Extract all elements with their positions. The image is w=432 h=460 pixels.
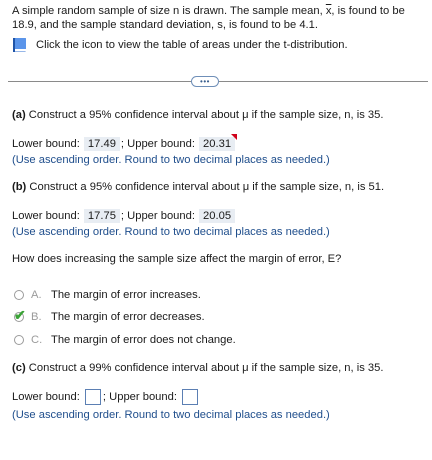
part-b-lower-label: Lower bound: (12, 210, 80, 222)
checkmark-icon: ✔ (14, 307, 26, 323)
choice-a-letter: A. (31, 289, 42, 301)
choice-a[interactable] (14, 289, 201, 301)
table-link-text: Click the icon to view the table of areas under the t-distribution. (36, 39, 348, 51)
part-b-text: Construct a 95% confidence interval about μ if the sample size, n, is 51. (26, 181, 385, 193)
part-b-answer-row (12, 209, 236, 223)
choice-c[interactable] (14, 334, 236, 346)
incorrect-flag-icon (231, 134, 237, 140)
part-b-question (12, 181, 384, 193)
table-link-row (12, 37, 348, 53)
part-b-tag: (b) (12, 181, 27, 193)
part-c-lower-label: Lower bound: (12, 390, 80, 403)
part-a-separator: ; Upper bound: (120, 138, 195, 150)
part-c-instruction: (Use ascending order. Round to two decimal places as needed.) (12, 409, 330, 421)
part-a-tag: (a) (12, 109, 26, 121)
part-a-question (12, 109, 384, 121)
book-icon[interactable] (12, 37, 28, 53)
part-c-tag: (c) (12, 362, 26, 374)
part-c-answer-row (12, 389, 200, 405)
choice-b-letter: B. (31, 311, 42, 323)
radio-a[interactable] (14, 290, 24, 300)
xbar-symbol: $\overline{x}$ (325, 5, 332, 17)
part-c-text: Construct a 99% confidence interval about μ if the sample size, n, is 35. (25, 362, 384, 374)
margin-question: How does increasing the sample size affect the margin of error, E? (12, 253, 342, 265)
choice-c-letter: C. (31, 334, 43, 346)
intro-text-2: , is found to be 18.9, and the sample standard deviation, s, is found to be 4.1. (12, 5, 405, 31)
part-b-lower-input[interactable]: 17.75 (84, 209, 120, 223)
part-c-question (12, 362, 384, 374)
part-a-lower-input[interactable]: 17.49 (84, 137, 120, 151)
radio-c[interactable] (14, 335, 24, 345)
part-a-answer-row (12, 137, 236, 151)
intro-text-1: A simple random sample of size n is drawn. The sample mean, (12, 5, 326, 17)
expand-button[interactable]: ••• (191, 76, 219, 87)
part-b-instruction: (Use ascending order. Round to two decimal places as needed.) (12, 226, 330, 238)
choice-b-text: The margin of error decreases. (51, 311, 205, 323)
part-b-separator: ; Upper bound: (120, 210, 195, 222)
part-a-upper-value: 20.31 (203, 138, 232, 150)
part-c-separator: ; Upper bound: (102, 390, 177, 403)
part-a-instruction: (Use ascending order. Round to two decimal places as needed.) (12, 154, 330, 166)
problem-statement (12, 4, 426, 32)
part-a-lower-label: Lower bound: (12, 138, 80, 150)
part-a-text: Construct a 95% confidence interval about μ if the sample size, n, is 35. (25, 109, 384, 121)
radio-b[interactable] (14, 307, 26, 323)
part-b-upper-input[interactable]: 20.05 (199, 209, 235, 223)
choice-a-text: The margin of error increases. (51, 289, 201, 301)
choice-c-text: The margin of error does not change. (51, 334, 236, 346)
part-c-upper-input[interactable] (182, 389, 198, 405)
part-c-lower-input[interactable] (85, 389, 101, 405)
choice-b[interactable] (14, 307, 205, 323)
part-a-upper-input[interactable] (199, 137, 235, 151)
